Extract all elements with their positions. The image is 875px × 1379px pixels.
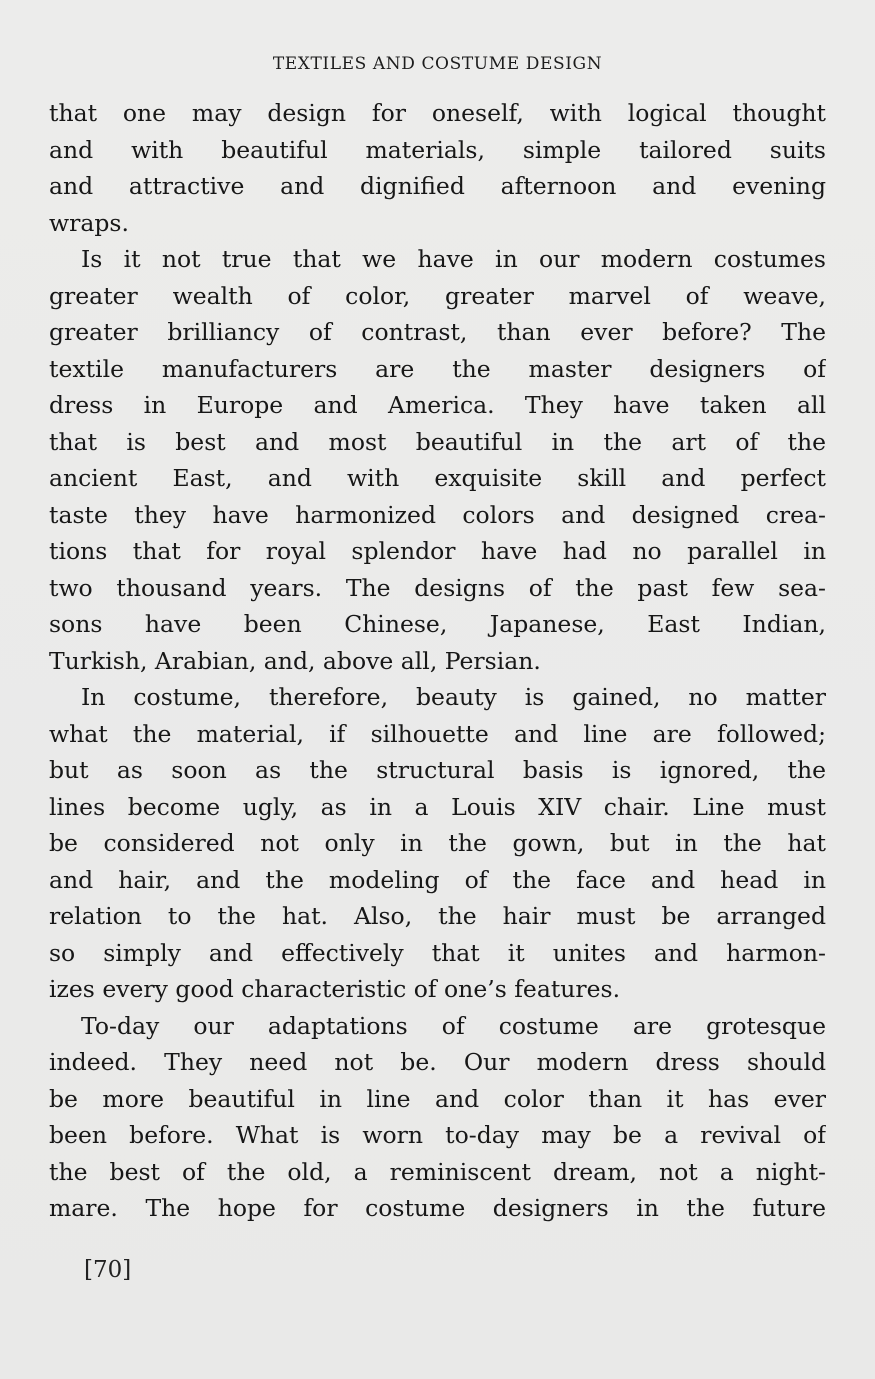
text-line: textile manufacturers are the master designers of (49, 354, 826, 383)
text-line: so simply and effectively that it unites and harmon- (49, 938, 826, 967)
page-number: [70] (84, 1257, 132, 1283)
text-line: and with beautiful materials, simple tailored suits (49, 135, 826, 164)
text-line: greater wealth of color, greater marvel of weave, (49, 281, 826, 310)
text-line: be considered not only in the gown, but in the hat (49, 829, 826, 857)
text-line: that is best and most beautiful in the art of the (49, 427, 826, 456)
text-line: that one may design for oneself, with logical thought (49, 99, 826, 127)
text-line: two thousand years. The designs of the past few sea- (49, 573, 826, 602)
text-line: To-day our adaptations of costume are grotesque (81, 1011, 826, 1040)
text-line: taste they have harmonized colors and designed crea- (49, 500, 826, 529)
text-line: be more beautiful in line and color than it has ever (49, 1084, 826, 1113)
text-line: and hair, and the modeling of the face and head in (49, 865, 826, 894)
text-line: greater brilliancy of contrast, than ever before? The (49, 318, 826, 346)
text-line: lines become ugly, as in a Louis XIV chair. Line must (49, 792, 826, 821)
paragraph (49, 1008, 826, 1227)
text-line: dress in Europe and America. They have taken all (49, 391, 826, 419)
text-line: been before. What is worn to-day may be a revival of (49, 1121, 826, 1149)
text-line: and attractive and dignified afternoon and evening (49, 172, 826, 200)
paragraph (49, 95, 826, 241)
text-line: wraps. (49, 208, 129, 237)
text-line: In costume, therefore, beauty is gained, no matter (81, 683, 826, 711)
text-line: ancient East, and with exquisite skill and perfect (49, 464, 826, 492)
text-line: indeed. They need not be. Our modern dress should (49, 1048, 826, 1076)
text-line: what the material, if silhouette and line are followed; (49, 719, 826, 748)
text-line: mare. The hope for costume designers in the future (49, 1194, 826, 1222)
paragraph (49, 679, 826, 1008)
text-line: but as soon as the structural basis is ignored, the (49, 756, 826, 784)
text-line: tions that for royal splendor have had no parallel in (49, 537, 826, 565)
paragraph (49, 241, 826, 679)
text-line: izes every good characteristic of one’s features. (49, 975, 621, 1003)
text-line: relation to the hat. Also, the hair must be arranged (49, 902, 826, 930)
running-head: TEXTILES AND COSTUME DESIGN (272, 54, 603, 74)
body-text (49, 95, 826, 1227)
text-line: sons have been Chinese, Japanese, East Indian, (49, 610, 826, 638)
text-line: the best of the old, a reminiscent dream, not a night- (49, 1157, 826, 1186)
text-line: Is it not true that we have in our modern costumes (81, 245, 826, 273)
text-line: Turkish, Arabian, and, above all, Persian. (49, 646, 541, 675)
